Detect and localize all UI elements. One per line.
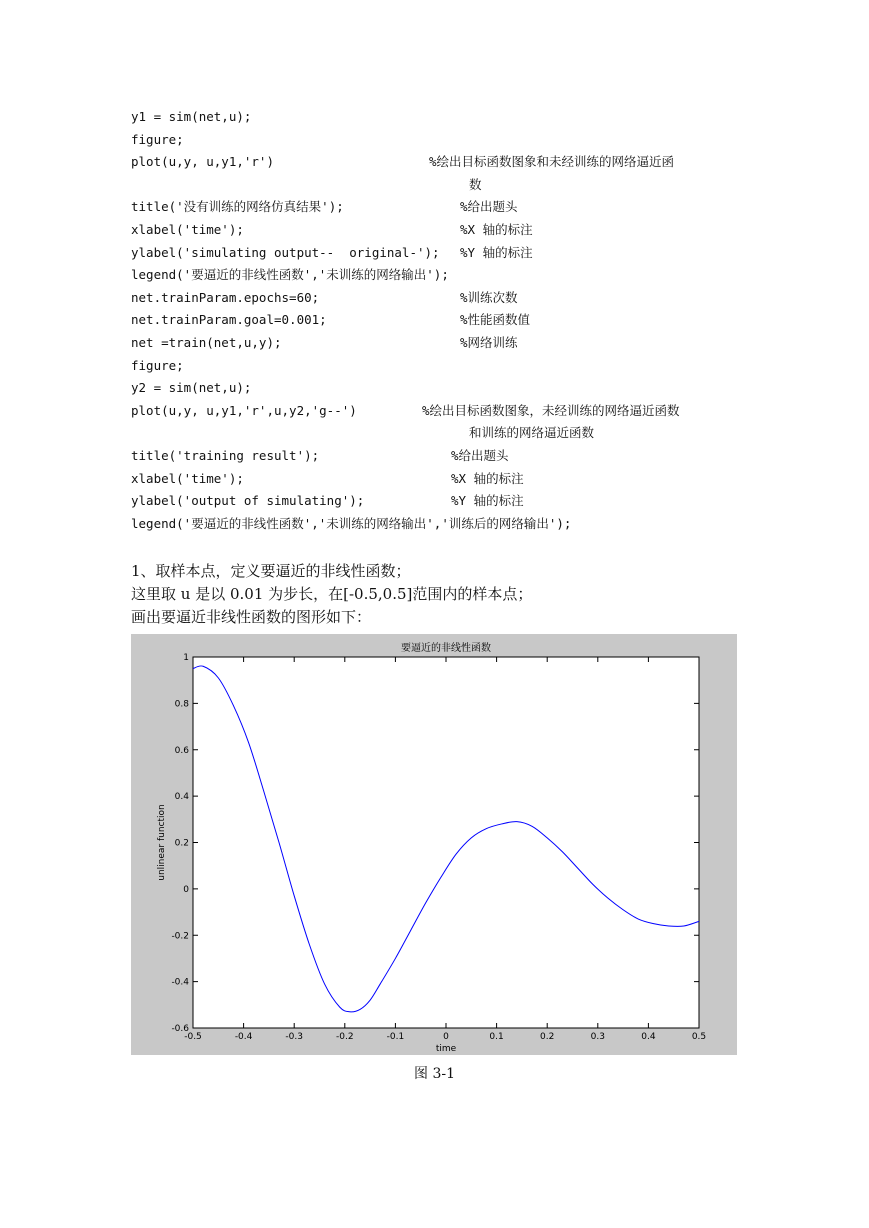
code-listing — [131, 106, 771, 535]
plot-area — [193, 657, 699, 1028]
code-text: xlabel('time'); — [131, 470, 244, 486]
x-tick-label: -0.3 — [285, 1032, 303, 1042]
code-text: legend('要逼近的非线性函数','未训练的网络输出','训练后的网络输出'); — [131, 515, 572, 531]
x-tick-label: -0.4 — [234, 1032, 253, 1042]
code-line — [131, 287, 771, 310]
code-comment-continuation: 数 — [469, 176, 482, 192]
code-comment: %X 轴的标注 — [451, 470, 524, 486]
code-comment: %给出题头 — [451, 447, 509, 463]
paragraph-sample-points: 这里取 u 是以 0.01 为步长，在[-0.5,0.5]范围内的样本点； — [131, 585, 533, 603]
code-line — [131, 445, 771, 468]
code-comment: %Y 轴的标注 — [460, 244, 533, 260]
code-text: y2 = sim(net,u); — [131, 380, 252, 396]
code-line — [131, 513, 771, 536]
code-line — [131, 355, 771, 378]
code-text: title('training result'); — [131, 447, 320, 463]
code-text: net =train(net,u,y); — [131, 334, 282, 350]
y-tick-label: 0.2 — [174, 838, 189, 849]
code-text: xlabel('time'); — [131, 221, 244, 237]
code-comment: %绘出目标函数图象，未经训练的网络逼近函数 — [422, 402, 680, 418]
code-text: figure; — [131, 131, 184, 147]
code-comment: %训练次数 — [460, 289, 518, 305]
code-comment: %X 轴的标注 — [460, 221, 533, 237]
y-tick-label: 0.4 — [174, 792, 189, 803]
code-line — [131, 196, 771, 219]
code-text: figure; — [131, 357, 184, 373]
x-tick-label: 0.1 — [489, 1032, 504, 1042]
code-text: ylabel('simulating output-- original-'); — [131, 244, 440, 260]
code-text: plot(u,y, u,y1,'r',u,y2,'g--') — [131, 402, 357, 418]
x-tick-label: -0.5 — [184, 1032, 202, 1042]
paragraph-plot-intro: 画出要逼近非线性函数的图形如下： — [131, 608, 372, 626]
code-comment: %性能函数值 — [460, 312, 531, 328]
x-tick-label: 0.4 — [641, 1032, 656, 1042]
code-comment: %Y 轴的标注 — [451, 493, 524, 509]
code-line — [131, 309, 771, 332]
code-line — [131, 468, 771, 491]
code-line — [131, 151, 771, 174]
code-line — [131, 490, 771, 513]
x-tick-label: 0.5 — [691, 1032, 707, 1042]
chart-figure — [131, 634, 737, 1055]
y-tick-label: -0.2 — [171, 931, 189, 942]
body-paragraphs — [131, 560, 532, 629]
code-text: net.trainParam.epochs=60; — [131, 289, 320, 305]
code-text: net.trainParam.goal=0.001; — [131, 312, 327, 328]
y-tick-label: 1 — [183, 653, 189, 663]
code-text: ylabel('output of simulating'); — [131, 493, 365, 509]
code-text: legend('要逼近的非线性函数','未训练的网络输出'); — [131, 267, 449, 283]
code-comment: %绘出目标函数图象和未经训练的网络逼近函 — [429, 154, 675, 170]
y-tick-label: 0 — [183, 884, 189, 895]
code-line — [131, 106, 771, 129]
code-line — [131, 219, 771, 242]
code-line — [131, 129, 771, 152]
code-comment-continuation: 和训练的网络逼近函数 — [469, 425, 595, 441]
y-tick-label: 0.8 — [174, 699, 189, 710]
code-line — [131, 242, 771, 265]
figure-caption: 图 3-1 — [414, 1066, 455, 1082]
x-tick-label: 0 — [443, 1032, 449, 1042]
code-text: title('没有训练的网络仿真结果'); — [131, 199, 344, 215]
x-axis-label: time — [435, 1044, 457, 1054]
code-line — [131, 400, 771, 423]
x-tick-label: 0.3 — [590, 1032, 605, 1042]
y-tick-label: 0.6 — [174, 745, 189, 756]
code-text: y1 = sim(net,u); — [131, 109, 252, 124]
line-chart — [131, 634, 737, 1055]
x-tick-label: -0.2 — [336, 1032, 354, 1042]
code-comment: %给出题头 — [460, 199, 518, 215]
x-tick-label: 0.2 — [540, 1032, 555, 1042]
y-tick-label: -0.6 — [171, 1024, 189, 1034]
chart-title: 要逼近的非线性函数 — [401, 643, 491, 654]
x-tick-label: -0.1 — [386, 1032, 405, 1042]
code-line — [131, 332, 771, 355]
paragraph-step-1: 1、取样本点，定义要逼近的非线性函数； — [131, 562, 411, 580]
code-line — [131, 264, 771, 287]
code-comment: %网络训练 — [460, 334, 518, 350]
y-tick-label: -0.4 — [171, 977, 189, 988]
code-line — [131, 377, 771, 400]
y-axis-label: unlinear function — [157, 804, 167, 881]
code-text: plot(u,y, u,y1,'r') — [131, 154, 274, 170]
